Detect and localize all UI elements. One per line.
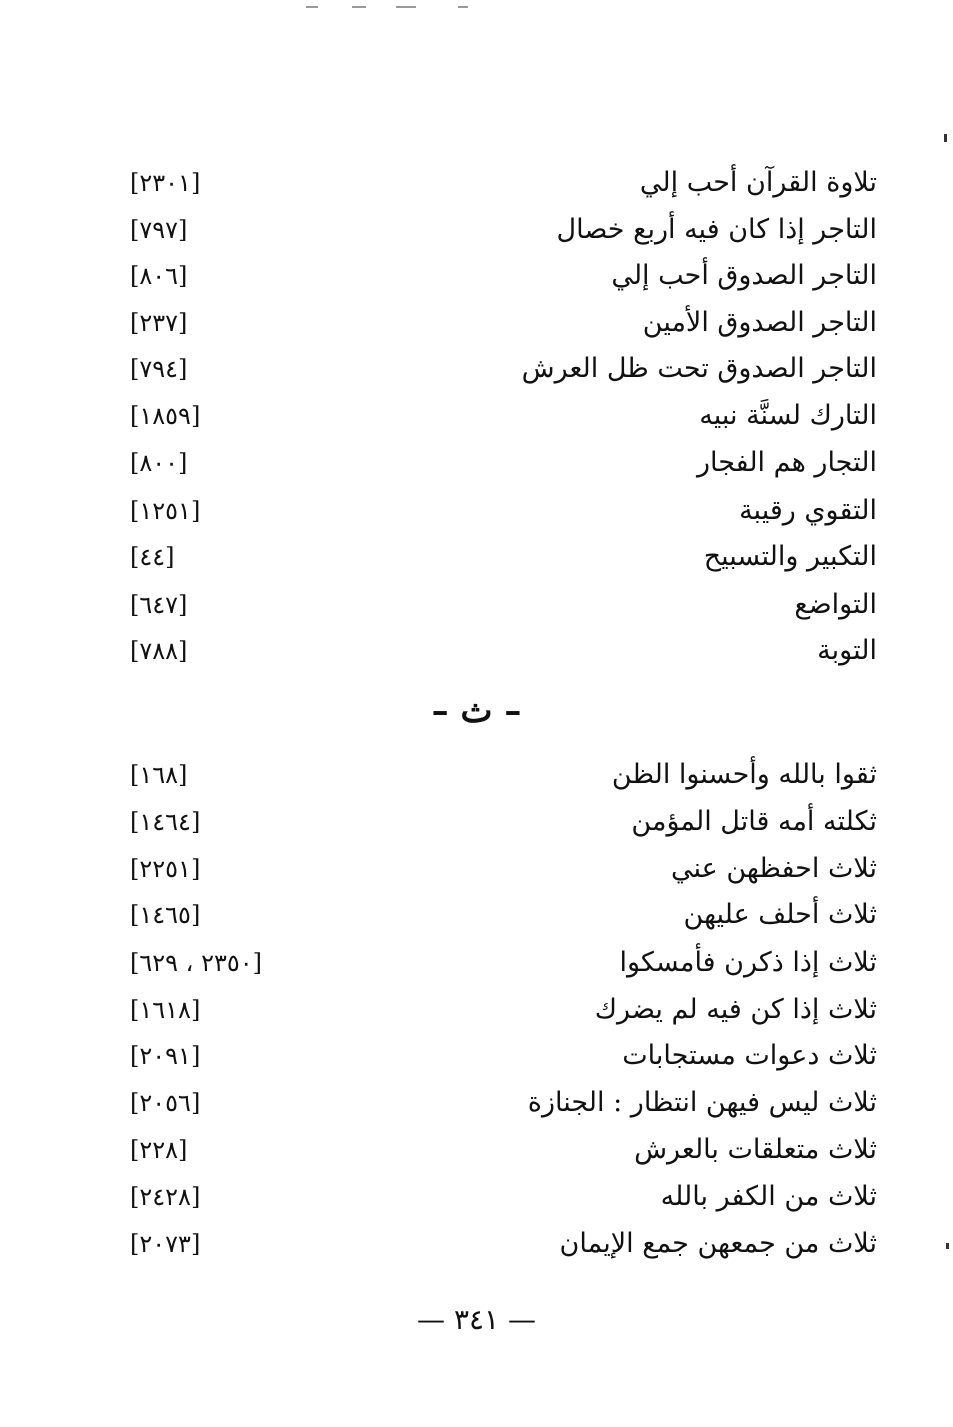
entry-text: التجار هم الفجار — [696, 447, 877, 478]
index-entry — [0, 628, 953, 674]
entry-text: ثلاث ليس فيهن انتظار : الجنازة — [527, 1087, 877, 1118]
entry-reference: [١٨٥٩] — [130, 402, 201, 430]
scan-speck — [946, 1243, 949, 1249]
index-entry — [0, 440, 953, 486]
entry-text: ثلاث دعوات مستجابات — [622, 1040, 877, 1071]
section-heading-tha: – ث – — [431, 691, 522, 731]
index-entry — [0, 300, 953, 346]
index-entry — [0, 1174, 953, 1220]
scan-speck — [944, 134, 947, 142]
index-entry — [0, 1080, 953, 1126]
entry-text: التاجر الصدوق الأمين — [642, 307, 877, 338]
entry-text: التاجر إذا كان فيه أربع خصال — [556, 214, 877, 245]
entry-text: التاجر الصدوق تحت ظل العرش — [521, 353, 877, 384]
entry-text: ثلاث إذا كن فيه لم يضرك — [594, 994, 877, 1025]
index-entry — [0, 346, 953, 392]
index-entry — [0, 1221, 953, 1267]
index-entry — [0, 799, 953, 845]
entry-reference: [٢٢٥١] — [130, 855, 201, 883]
index-entry — [0, 892, 953, 938]
entry-text: التقوي رقيبة — [739, 495, 877, 526]
entry-reference: [٨٠٠] — [130, 449, 188, 477]
entry-text: التواضع — [794, 589, 877, 620]
entry-reference: [٢٠٥٦] — [130, 1089, 201, 1117]
entry-text: التوبة — [817, 635, 877, 666]
entry-text: ثقوا بالله وأحسنوا الظن — [611, 759, 877, 790]
entry-reference: [٦٤٧] — [130, 591, 188, 619]
entry-text: تلاوة القرآن أحب إلي — [639, 167, 877, 198]
entry-text: التاجر الصدوق أحب إلي — [611, 260, 877, 291]
entry-reference: [٧٩٤] — [130, 355, 188, 383]
entry-reference: [٧٩٧] — [130, 216, 188, 244]
entry-text: ثلاث احفظهن عني — [671, 853, 877, 884]
entry-text: ثكلته أمه قاتل المؤمن — [631, 806, 877, 837]
entry-text: ثلاث أحلف عليهن — [683, 899, 877, 930]
entry-reference: [٢٠٧٣] — [130, 1230, 201, 1258]
index-entry — [0, 846, 953, 892]
entry-reference: [٢٣٠١] — [130, 169, 201, 197]
index-entry — [0, 253, 953, 299]
entry-reference: [٢٣٧] — [130, 309, 188, 337]
entry-text: التكبير والتسبيح — [703, 541, 877, 572]
entry-text: ثلاث متعلقات بالعرش — [634, 1134, 877, 1165]
entry-reference: [٤٤] — [130, 543, 175, 571]
entry-text: ثلاث من الكفر بالله — [660, 1181, 877, 1212]
index-entry — [0, 1127, 953, 1173]
index-entry — [0, 393, 953, 439]
entry-text: التارك لسنَّة نبيه — [699, 400, 877, 431]
entry-reference: [٢٣٥٠ ، ٦٢٩] — [130, 949, 262, 977]
top-scan-marks — [300, 0, 480, 12]
index-entry — [0, 987, 953, 1033]
entry-reference: [٢٤٢٨] — [130, 1183, 201, 1211]
index-entry — [0, 160, 953, 206]
index-entry — [0, 752, 953, 798]
index-entry — [0, 940, 953, 986]
entry-reference: [٢٠٩١] — [130, 1042, 201, 1070]
entry-reference: [١٤٦٥] — [130, 901, 201, 929]
entry-reference: [١٦٨] — [130, 761, 188, 789]
index-entry — [0, 534, 953, 580]
index-entry — [0, 488, 953, 534]
entry-text: ثلاث من جمعهن جمع الإيمان — [559, 1228, 877, 1259]
entry-reference: [١٢٥١] — [130, 497, 201, 525]
index-entry — [0, 1033, 953, 1079]
page-number: — ٣٤١ — — [417, 1303, 536, 1336]
entry-reference: [٧٨٨] — [130, 637, 188, 665]
entry-reference: [٨٠٦] — [130, 262, 188, 290]
entry-reference: [١٦١٨] — [130, 996, 201, 1024]
entry-reference: [١٤٦٤] — [130, 808, 201, 836]
index-entry — [0, 582, 953, 628]
index-entry — [0, 207, 953, 253]
entry-reference: [٢٢٨] — [130, 1136, 188, 1164]
entry-text: ثلاث إذا ذكرن فأمسكوا — [619, 947, 877, 978]
